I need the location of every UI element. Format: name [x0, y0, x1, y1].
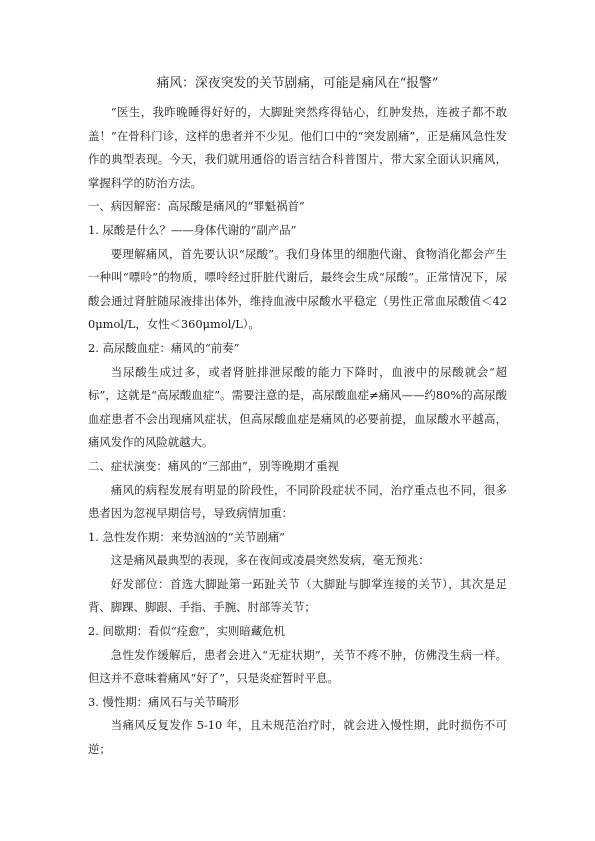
subheading-hyperuricemia: 2. 高尿酸血症：痛风的“前奏”	[88, 340, 240, 355]
paragraph-chronic-phase: 当痛风反复发作 5-10 年，且未规范治疗时，就会进入慢性期，此时损伤不可逆；	[88, 718, 507, 757]
paragraph-symptoms-intro: 痛风的病程发展有明显的阶段性，不同阶段症状不同，治疗重点也不同，很多患者因为忽视早期信号，导致病情加重：	[88, 482, 507, 521]
paragraph-uric-acid: 要理解痛风，首先要认识“尿酸”。我们身体里的细胞代谢、食物消化都会产生一种叫“嘌呤”的物质，嘌呤经过肝脏代谢后，最终会生成“尿酸”。正常情况下，尿酸会通过肾脏随尿液排出体外，维持血液中尿酸水平稳定（男性正常血尿酸值＜420μmol/L，女性＜360μmol/L）。	[88, 246, 507, 332]
section-heading-symptoms: 二、症状演变：痛风的“三部曲”，别等晚期才重视	[88, 458, 339, 473]
paragraph-affected-sites: 好发部位：首选大脚趾第一跖趾关节（大脚趾与脚掌连接的关节），其次是足背、脚踝、脚跟、手指、手腕、肘部等关节；	[88, 576, 507, 615]
subheading-chronic-phase: 3. 慢性期：痛风石与关节畸形	[88, 694, 240, 709]
document-title: 痛风：深夜突发的关节剧痛，可能是痛风在“报警”	[156, 76, 439, 91]
subheading-acute-phase: 1. 急性发作期：来势汹汹的“关节剧痛”	[88, 529, 285, 544]
paragraph-hyperuricemia: 当尿酸生成过多，或者肾脏排泄尿酸的能力下降时，血液中的尿酸就会“超标”，这就是“高尿酸血症”。需要注意的是，高尿酸血症≠痛风——约80%的高尿酸血症患者不会出现痛风症状，但高尿酸血症是痛风的必要前提，血尿酸水平越高，痛风发作的风险就越大。	[88, 364, 507, 450]
subheading-intercritical-phase: 2. 间歇期：看似“痊愈”，实则暗藏危机	[88, 624, 285, 639]
document-page	[88, 72, 507, 762]
paragraph-acute-phase: 这是痛风最典型的表现，多在夜间或凌晨突然发病，毫无预兆：	[110, 553, 430, 568]
paragraph-intercritical-phase: 急性发作缓解后，患者会进入“无症状期”，关节不疼不肿，仿佛没生病一样。但这并不意味着痛风“好了”，只是炎症暂时平息。	[88, 647, 507, 686]
subheading-what-is-uric-acid: 1. 尿酸是什么？——身体代谢的“副产品”	[88, 222, 297, 237]
intro-paragraph: “医生，我昨晚睡得好好的，大脚趾突然疼得钻心，红肿发热，连被子都不敢盖！”在骨科门诊，这样的患者并不少见。他们口中的“突发剧痛”，正是痛风急性发作的典型表现。今天，我们就用通俗的语言结合科普图片，带大家全面认识痛风，掌握科学的防治方法。	[88, 105, 507, 190]
section-heading-cause: 一、病因解密：高尿酸是痛风的“罪魁祸首”	[88, 199, 305, 214]
